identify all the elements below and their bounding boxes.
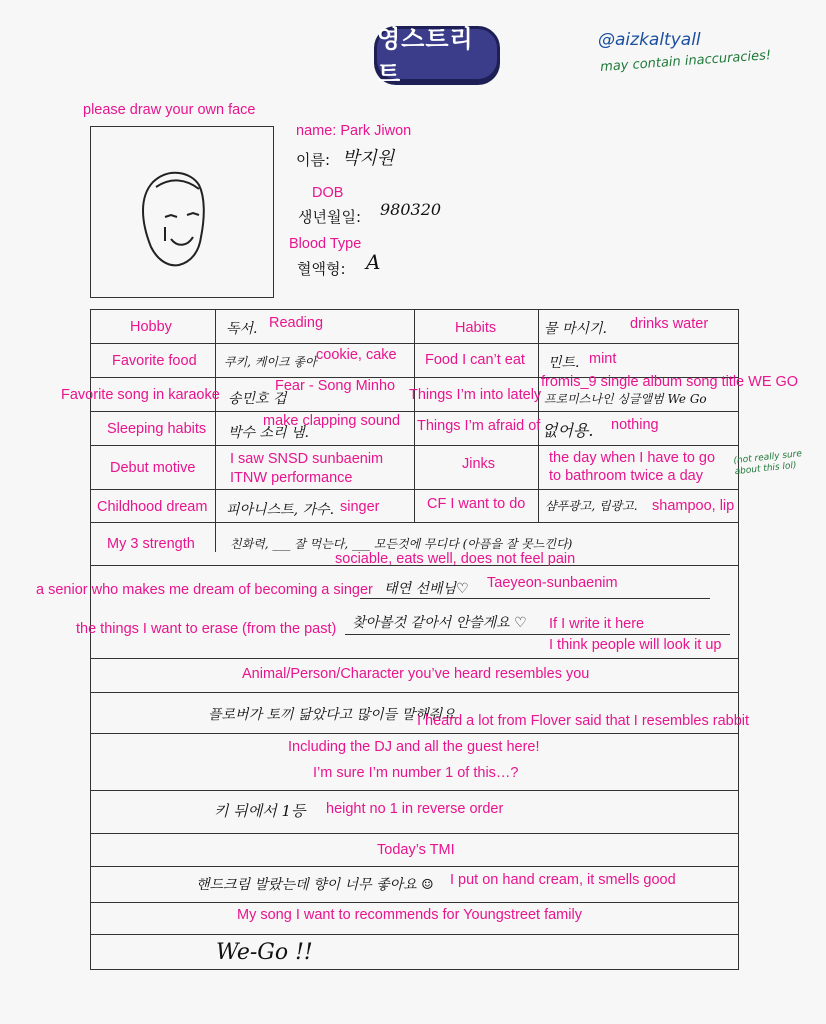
jinks-translation-1: the day when I have to go xyxy=(549,450,716,466)
favorite-food-answer: 쿠키, 케이크 좋아 xyxy=(224,355,317,369)
disclaimer-note: may contain inaccuracies! xyxy=(599,48,772,75)
portrait-box xyxy=(90,126,274,298)
jinks-translation-2: to bathroom twice a day xyxy=(549,468,703,484)
cf-answer: 샴푸광고, 립광고. xyxy=(545,499,638,513)
childhood-translation: singer xyxy=(340,499,380,515)
favorite-food-translation: cookie, cake xyxy=(316,347,397,363)
erase-answer: 찾아볼것 같아서 안쓸게요 ♡ xyxy=(352,615,527,631)
row-line-8 xyxy=(90,658,739,659)
row-line-5 xyxy=(90,489,739,490)
erase-translation-1: If I write it here xyxy=(549,616,645,632)
afraid-translation: nothing xyxy=(611,417,659,433)
number-one-answer: 키 뒤에서 1등 xyxy=(214,802,306,820)
jinks-label: Jinks xyxy=(462,456,496,472)
blood-label-en: Blood Type xyxy=(289,236,362,252)
debut-translation-1: I saw SNSD sunbaenim xyxy=(230,451,384,467)
into-lately-answer: 프로미스나인 싱글앨범 We Go xyxy=(544,392,707,406)
favorite-food-label: Favorite food xyxy=(112,353,197,369)
senior-label: a senior who makes me dream of becoming a singer xyxy=(36,582,373,598)
afraid-label: Things I’m afraid of xyxy=(417,418,541,434)
number-one-translation: height no 1 in reverse order xyxy=(326,801,504,817)
col-divider-2 xyxy=(414,309,415,522)
row-line-14 xyxy=(90,902,739,903)
tmi-answer: 핸드크림 발랐는데 향이 너무 좋아요 ☺ xyxy=(196,877,434,893)
recommend-label: My song I want to recommends for Youngstreet family xyxy=(237,907,582,923)
blood-value: A xyxy=(366,250,381,274)
into-lately-label: Things I’m into lately xyxy=(409,387,542,403)
erase-underline xyxy=(345,634,730,635)
resembles-label: Animal/Person/Character you’ve heard resembles you xyxy=(242,666,590,682)
hobby-translation: Reading xyxy=(269,315,324,331)
row-line-4 xyxy=(90,445,739,446)
habits-label: Habits xyxy=(455,320,497,336)
hobby-answer: 독서. xyxy=(226,321,258,337)
row-line-11 xyxy=(90,790,739,791)
karaoke-translation: Fear - Song Minho xyxy=(275,378,396,394)
senior-translation: Taeyeon-sunbaenim xyxy=(487,575,618,591)
food-cant-eat-answer: 민트. xyxy=(548,355,580,371)
hobby-label: Hobby xyxy=(130,319,172,335)
row-line-10 xyxy=(90,733,739,734)
name-label-ko: 이름: xyxy=(296,151,331,169)
erase-translation-2: I think people will look it up xyxy=(549,637,722,653)
strength-label: My 3 strength xyxy=(107,536,195,552)
senior-answer: 태연 선배님♡ xyxy=(384,581,469,597)
sleeping-answer: 박수 소리 냄. xyxy=(228,425,309,441)
row-line-15 xyxy=(90,934,739,935)
col-divider-3 xyxy=(538,309,539,522)
cf-translation: shampoo, lip xyxy=(652,498,735,514)
jinks-note: (not really sure about this lol) xyxy=(733,449,803,478)
karaoke-label: Favorite song in karaoke xyxy=(61,387,220,403)
face-drawing xyxy=(91,127,275,299)
row-line-9 xyxy=(90,692,739,693)
habits-answer: 물 마시기. xyxy=(544,321,607,337)
strength-translation: sociable, eats well, does not feel pain xyxy=(335,551,576,567)
sleeping-label: Sleeping habits xyxy=(107,421,207,437)
name-value: 박지원 xyxy=(342,148,395,169)
name-label-en: name: Park Jiwon xyxy=(296,123,412,139)
strength-answer: 친화력, ___ 잘 먹는다, ___ 모든것에 무디다 (아픔을 잘 못느낀다) xyxy=(230,537,573,551)
karaoke-answer: 송민호 겁 xyxy=(228,391,287,407)
recommend-answer: We-Go !! xyxy=(216,940,313,965)
into-lately-translation: fromis_9 single album song title WE GO xyxy=(541,374,799,390)
resembles-answer: 플로버가 토끼 닮았다고 많이들 말해줘요 xyxy=(208,707,456,723)
tmi-label: Today’s TMI xyxy=(377,842,455,858)
childhood-answer: 피아니스트, 가수. xyxy=(226,502,335,518)
number-one-label-2: I’m sure I’m number 1 of this…? xyxy=(313,765,519,781)
row-line-12 xyxy=(90,833,739,834)
row-line-6 xyxy=(90,522,739,523)
childhood-label: Childhood dream xyxy=(97,499,208,515)
dob-label-en: DOB xyxy=(312,185,344,201)
row-line-1 xyxy=(90,343,739,344)
food-cant-eat-label: Food I can’t eat xyxy=(425,352,525,368)
debut-label: Debut motive xyxy=(110,460,196,476)
debut-translation-2: ITNW performance xyxy=(230,470,353,486)
blood-label-ko: 혈액형: xyxy=(297,260,346,278)
tmi-translation: I put on hand cream, it smells good xyxy=(450,872,676,888)
portrait-prompt: please draw your own face xyxy=(83,102,256,118)
resembles-translation: I heard a lot from Flover said that I resembles rabbit xyxy=(417,713,750,729)
row-line-13 xyxy=(90,866,739,867)
twitter-handle: @aizkaltyall xyxy=(598,30,701,50)
food-cant-eat-translation: mint xyxy=(589,351,617,367)
habits-translation: drinks water xyxy=(630,316,709,332)
cf-label: CF I want to do xyxy=(427,496,526,512)
number-one-label-1: Including the DJ and all the guest here! xyxy=(288,739,540,755)
dob-label-ko: 생년월일: xyxy=(298,208,362,226)
col-divider-1 xyxy=(215,309,216,552)
sleeping-translation: make clapping sound xyxy=(263,413,401,429)
senior-underline xyxy=(360,598,710,599)
erase-label: the things I want to erase (from the past) xyxy=(76,621,337,637)
afraid-answer: 없어용. xyxy=(542,421,594,440)
row-line-3 xyxy=(90,411,739,412)
youngstreet-logo: 영스트리트 xyxy=(374,26,500,82)
dob-value: 980320 xyxy=(380,200,442,219)
